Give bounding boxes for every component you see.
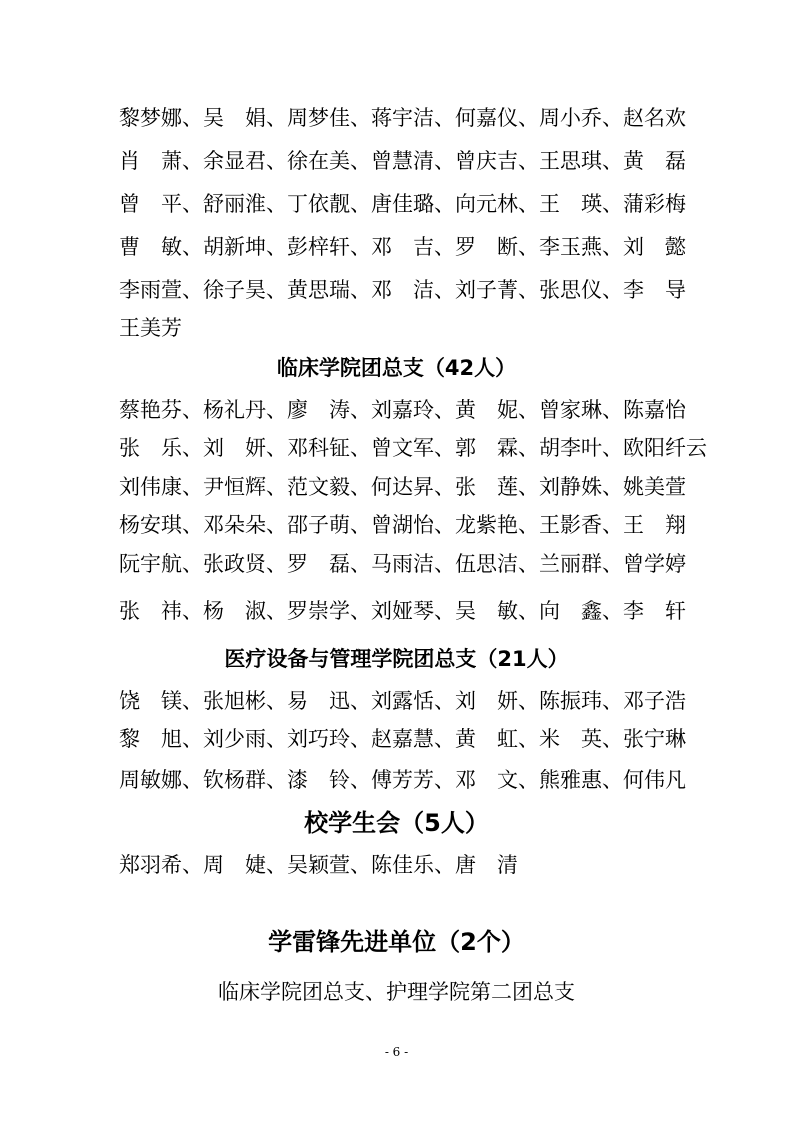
section-heading-clinical: 临床学院团总支（42人） bbox=[276, 356, 517, 380]
name-list-line: 李雨萱、徐子昊、黄思瑞、邓 洁、刘子菁、张思仪、李 导 bbox=[119, 278, 686, 302]
name-list-line: 刘伟康、尹恒辉、范文毅、何达昇、张 莲、刘静姝、姚美萱 bbox=[119, 475, 686, 499]
section-heading-student-union: 校学生会（5人） bbox=[304, 809, 489, 837]
name-list-line: 黎 旭、刘少雨、刘巧玲、赵嘉慧、黄 虹、米 英、张宁琳 bbox=[119, 727, 686, 751]
name-list-line: 杨安琪、邓朵朵、邵子萌、曾湖怡、龙紫艳、王影香、王 翔 bbox=[119, 513, 686, 537]
name-list-line: 肖 萧、余显君、徐在美、曾慧清、曾庆吉、王思琪、黄 磊 bbox=[119, 149, 686, 173]
name-list-line: 曾 平、舒丽淮、丁依靓、唐佳璐、向元林、王 瑛、蒲彩梅 bbox=[119, 192, 686, 216]
name-list-line: 蔡艳芬、杨礼丹、廖 涛、刘嘉玲、黄 妮、曾家琳、陈嘉怡 bbox=[119, 398, 686, 422]
advanced-units-list: 临床学院团总支、护理学院第二团总支 bbox=[218, 980, 575, 1004]
name-list-line: 黎梦娜、吴 娟、周梦佳、蒋宇洁、何嘉仪、周小乔、赵名欢 bbox=[119, 106, 686, 130]
name-list-line: 饶 镁、张旭彬、易 迅、刘露恬、刘 妍、陈振玮、邓子浩 bbox=[119, 689, 686, 713]
name-list-line: 王美芳 bbox=[119, 316, 182, 340]
section-heading-medical-equipment: 医疗设备与管理学院团总支（21人） bbox=[224, 647, 569, 671]
page-number: - 6 - bbox=[384, 1045, 409, 1059]
name-list-line: 郑羽希、周 婕、吴颖萱、陈佳乐、唐 清 bbox=[119, 853, 518, 877]
name-list-line: 周敏娜、钦杨群、漆 铃、傅芳芳、邓 文、熊雅惠、何伟凡 bbox=[119, 768, 686, 792]
name-list-line: 张 祎、杨 淑、罗崇学、刘娅琴、吴 敏、向 鑫、李 轩 bbox=[119, 599, 686, 623]
section-heading-advanced-units: 学雷锋先进单位（2个） bbox=[268, 928, 525, 956]
name-list-line: 阮宇航、张政贤、罗 磊、马雨洁、伍思洁、兰丽群、曾学婷 bbox=[119, 552, 686, 576]
name-list-line: 张 乐、刘 妍、邓科钲、曾文军、郭 霖、胡李叶、欧阳纤云 bbox=[119, 436, 707, 460]
name-list-line: 曹 敏、胡新坤、彭梓轩、邓 吉、罗 断、李玉燕、刘 懿 bbox=[119, 235, 686, 259]
